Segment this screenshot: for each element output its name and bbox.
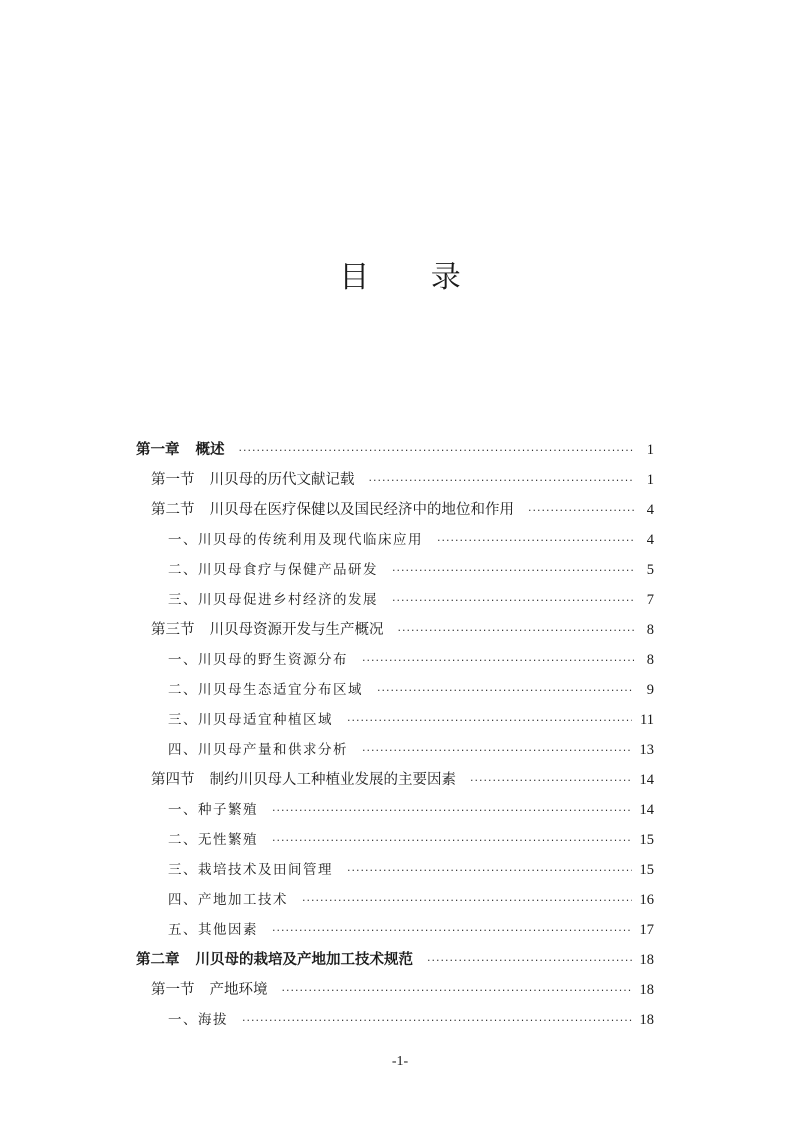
toc-dot-leader: [377, 676, 634, 706]
toc-entry-title: [168, 885, 288, 915]
page-number: -1-: [391, 1054, 409, 1069]
toc-entry-page: 18: [639, 982, 654, 998]
toc-entry-label: 一、海拔: [168, 1012, 228, 1028]
toc-entry-title: [168, 915, 258, 945]
toc-entry-title: [168, 645, 348, 675]
toc-entry-label: 一、川贝母的传统利用及现代临床应用: [168, 532, 423, 548]
toc-entry-page: 5: [646, 562, 654, 578]
toc-dot-leader: [398, 616, 635, 646]
toc-entry-page: 7: [646, 592, 654, 608]
toc-entry-label: 产地环境: [209, 982, 268, 998]
toc-entry-label: 一、川贝母的野生资源分布: [168, 652, 348, 668]
toc-dot-leader: [392, 586, 634, 616]
toc-entry-page: 1: [646, 472, 654, 488]
toc-entry-page: 15: [639, 832, 654, 848]
toc-entry[interactable]: [136, 975, 654, 1005]
toc-entry[interactable]: [136, 495, 654, 525]
toc-entry-label: 二、川贝母食疗与保健产品研发: [168, 562, 378, 578]
toc-entry-title: [168, 825, 258, 855]
toc-entry-page: 11: [640, 712, 654, 728]
toc-entry-title: [136, 945, 413, 975]
toc-entry-number: 第二节: [151, 502, 195, 518]
toc-entry[interactable]: [136, 765, 654, 795]
toc-entry-page: 8: [646, 652, 654, 668]
toc-entry-number: 第一节: [151, 472, 195, 488]
toc-entry-page: 13: [639, 742, 654, 758]
toc-entry-label: 制约川贝母人工种植业发展的主要因素: [209, 772, 456, 788]
toc-dot-leader: [362, 646, 634, 676]
toc-entry[interactable]: [136, 945, 654, 975]
toc-dot-leader: [362, 736, 632, 766]
toc-entry[interactable]: [136, 825, 654, 855]
toc-entry-page: 14: [639, 772, 654, 788]
toc-entry-page: 8: [646, 622, 654, 638]
toc-entry-title: [168, 735, 348, 765]
toc-entry-page: 9: [646, 682, 654, 698]
toc-entry-title: [151, 765, 456, 795]
toc-dot-leader: [272, 826, 632, 856]
toc-dot-leader: [427, 946, 632, 976]
toc-entry-title: [151, 495, 514, 525]
toc-entry-page: 15: [639, 862, 654, 878]
toc-entry-page: 14: [639, 802, 654, 818]
toc-entry-number: 第一节: [151, 982, 195, 998]
toc-entry-label: 川贝母资源开发与生产概况: [209, 622, 384, 638]
toc-entry-title: [136, 435, 225, 465]
toc-entry-page: 4: [646, 532, 654, 548]
toc-dot-leader: [239, 436, 635, 466]
toc-entry-number: 第二章: [136, 952, 180, 968]
toc-entry-label: 四、川贝母产量和供求分析: [168, 742, 348, 758]
toc-entry-label: 三、川贝母适宜种植区域: [168, 712, 333, 728]
toc-entry[interactable]: [136, 885, 654, 915]
toc-entry-number: 第四节: [151, 772, 195, 788]
toc-entry-page: 18: [639, 952, 654, 968]
toc-entry-label: 四、产地加工技术: [168, 892, 288, 908]
toc-dot-leader: [392, 556, 634, 586]
toc-entry-label: 三、川贝母促进乡村经济的发展: [168, 592, 378, 608]
toc-entry-label: 二、无性繁殖: [168, 832, 258, 848]
toc-entry[interactable]: [136, 855, 654, 885]
toc-entry-page: 1: [646, 442, 654, 458]
toc-entry[interactable]: [136, 645, 654, 675]
toc-entry-title: [168, 1005, 228, 1035]
toc-entry[interactable]: [136, 465, 654, 495]
page-title: 目 录: [339, 260, 487, 295]
toc-entry-title: [151, 615, 384, 645]
toc-entry-label: 概述: [195, 442, 225, 458]
toc-entry[interactable]: [136, 615, 654, 645]
toc-entry-page: 16: [639, 892, 654, 908]
toc-entry-title: [151, 465, 355, 495]
toc-entry-label: 川贝母在医疗保健以及国民经济中的地位和作用: [209, 502, 514, 518]
toc-dot-leader: [470, 766, 632, 796]
toc-entry[interactable]: [136, 585, 654, 615]
toc-entry-title: [168, 555, 378, 585]
toc-dot-leader: [282, 976, 632, 1006]
toc-entry[interactable]: [136, 915, 654, 945]
toc-dot-leader: [272, 916, 632, 946]
toc-entry-title: [151, 975, 268, 1005]
toc-entry-label: 五、其他因素: [168, 922, 258, 938]
toc-entry[interactable]: [136, 1005, 654, 1035]
toc-entry[interactable]: [136, 555, 654, 585]
toc-entry[interactable]: [136, 675, 654, 705]
toc-dot-leader: [369, 466, 635, 496]
toc-entry[interactable]: [136, 435, 654, 465]
toc-entry-title: [168, 855, 333, 885]
toc-entry-title: [168, 585, 378, 615]
toc-entry-page: 4: [646, 502, 654, 518]
table-of-contents: [136, 435, 654, 1035]
toc-entry-label: 三、栽培技术及田间管理: [168, 862, 333, 878]
toc-entry-page: 18: [639, 1012, 654, 1028]
toc-dot-leader: [272, 796, 632, 826]
toc-entry-page: 17: [639, 922, 654, 938]
toc-entry[interactable]: [136, 525, 654, 555]
toc-entry-title: [168, 705, 333, 735]
toc-entry-title: [168, 525, 423, 555]
toc-entry[interactable]: [136, 705, 654, 735]
toc-entry[interactable]: [136, 795, 654, 825]
toc-entry-title: [168, 795, 258, 825]
toc-entry[interactable]: [136, 735, 654, 765]
toc-dot-leader: [347, 856, 632, 886]
toc-entry-label: 川贝母的栽培及产地加工技术规范: [195, 952, 413, 968]
toc-entry-label: 一、种子繁殖: [168, 802, 258, 818]
toc-entry-number: 第一章: [136, 442, 180, 458]
toc-entry-number: 第三节: [151, 622, 195, 638]
toc-entry-title: [168, 675, 363, 705]
toc-entry-label: 二、川贝母生态适宜分布区域: [168, 682, 363, 698]
toc-dot-leader: [302, 886, 632, 916]
toc-dot-leader: [528, 496, 634, 526]
toc-entry-label: 川贝母的历代文献记载: [209, 472, 355, 488]
toc-dot-leader: [347, 706, 632, 736]
toc-dot-leader: [437, 526, 634, 556]
toc-dot-leader: [242, 1006, 632, 1036]
